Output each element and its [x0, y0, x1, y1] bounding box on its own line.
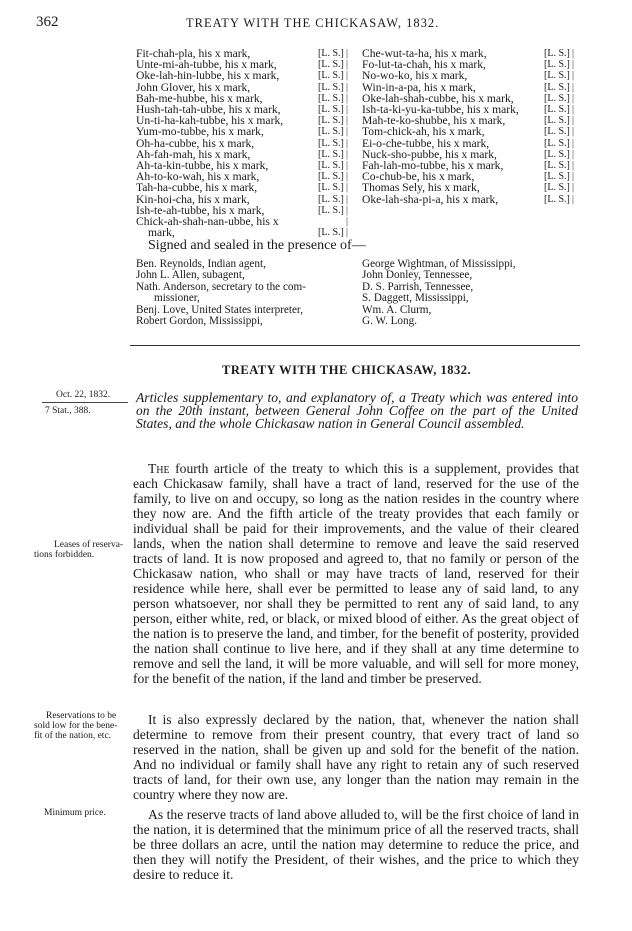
brace-mark: | [346, 70, 349, 82]
seal-mark: [L. S.] [318, 148, 344, 160]
seal-mark: [L. S.] [318, 115, 344, 127]
signatory-left: Unte-mi-ah-tubbe, his x mark, [136, 58, 277, 72]
signatory-left: Oke-lah-hin-lubbe, his x mark, [136, 69, 280, 83]
seal-mark: [L. S.] [318, 193, 344, 205]
brace-mark: | [346, 48, 349, 59]
signatory-right: Oke-lah-shah-cubbe, his x mark, [362, 91, 514, 105]
signatory-right: Fah-lah-mo-tubbe, his x mark, [362, 159, 504, 172]
margin-rule [42, 402, 128, 403]
margin-date: Oct. 22, 1832. [56, 390, 111, 400]
seal-mark: [L. S.] [318, 126, 344, 138]
brace-mark: | [572, 171, 575, 183]
brace-mark: | [346, 59, 349, 71]
signatory-right: Tom-chick-ah, his x mark, [362, 125, 485, 139]
signatory-left: Ah-fah-mah, his x mark, [136, 147, 251, 161]
brace-mark: | [346, 115, 349, 127]
signatory-left: Un-ti-ha-kah-tubbe, his x mark, [136, 114, 284, 128]
seal-mark: [L. S.] [544, 70, 570, 82]
seal-mark: [L. S.] [318, 92, 344, 104]
signatory-left: mark, [148, 226, 175, 240]
signatory-left: Yum-mo-tubbe, his x mark, [136, 125, 264, 139]
brace-mark: | [572, 59, 575, 71]
running-title: TREATY WITH THE CHICKASAW, 1832. [186, 16, 440, 30]
witness-right: G. W. Long. [362, 315, 418, 327]
paragraph-3: As the reserve tracts of land above alluded to, will be the first choice of land in the nation, it is determined that the minimum price of all the reserved tracts, shall be three dollars an acre, until the nation may determine to reduce the price, and then they will notify the President, of their wishes, and the price to which they desire to reduce it. [133, 807, 579, 882]
brace-mark: | [572, 126, 575, 138]
brace-mark: | [572, 160, 575, 171]
seal-mark: [L. S.] [544, 59, 570, 71]
witness-left: John L. Allen, subagent, [136, 269, 245, 282]
seal-mark: [L. S.] [318, 81, 344, 93]
signatory-right: Mah-te-ko-shubbe, his x mark, [362, 114, 506, 128]
margin-note-leases-1: Leases of reserva- [54, 540, 124, 550]
signatory-left: Oh-ha-cubbe, his x mark, [136, 136, 255, 150]
brace-mark: | [572, 148, 575, 160]
paragraph-2: It is also expressly declared by the nation, that, whenever the nation shall determine to remove from their present country, that every tract of land so reserved in the nation, shall be given up and sold for the benefit of the nation. And no individual or family shall have any right to retain any of such reserved tracts of land, for their own use, any longer than the nation may remain in the country where they now are. [133, 712, 579, 802]
witness-right: D. S. Parrish, Tennessee, [362, 280, 474, 293]
brace-mark: | [346, 171, 349, 183]
seal-mark: [L. S.] [318, 182, 344, 194]
treaty-intro: Articles supplementary to, and explanatory of, a Treaty which was entered into on the 20th instant, between General John Coffee on the part of the United States, and the whole Chickasaw nation in General Council assembled. [136, 390, 578, 431]
brace-mark: | [346, 182, 349, 194]
margin-note-reserv-2: sold low for the bene- [34, 721, 118, 731]
seal-mark: [L. S.] [318, 171, 344, 183]
signatory-left: Ah-to-ko-wah, his x mark, [136, 170, 260, 184]
seal-mark: [L. S.] [544, 137, 570, 149]
brace-mark: | [346, 204, 349, 216]
signatory-right: Nuck-sho-pubbe, his x mark, [362, 147, 497, 161]
brace-mark: | [572, 92, 575, 104]
brace-mark: | [346, 216, 349, 227]
seal-mark: [L. S.] [318, 104, 344, 115]
paragraph-1 [133, 461, 579, 686]
seal-mark: [L. S.] [544, 126, 570, 138]
signatory-left: Fit-chah-pla, his x mark, [136, 47, 251, 60]
brace-mark: | [572, 81, 575, 93]
margin-statute: 7 Stat., 388. [45, 406, 91, 416]
brace-mark: | [572, 70, 575, 82]
brace-mark: | [346, 126, 349, 138]
signatory-left: John Glover, his x mark, [136, 80, 251, 94]
seal-mark: [L. S.] [318, 137, 344, 149]
seal-mark: [L. S.] [544, 148, 570, 160]
witness-heading: Signed and sealed in the presence of— [148, 238, 366, 253]
brace-mark: | [572, 137, 575, 149]
signatory-left: Bah-me-hubbe, his x mark, [136, 91, 263, 105]
paragraph-1-text: fourth article of the treaty to which this is a supplement, provides that each Chickasaw family, shall have a tract of land, reserved for the use of the family, to live on and occupy, so long as the nation resides in the country where they now are. And the fifth article of the treaty provides that each family or individual shall be paid for their improvements, and the value of their cleared lands, when the nation shall determine to remove and leave the said reserved tracts of land. It is now proposed and agreed to, that no family or person of the Chickasaw nation, who shall or may have tracts of land, reserved for their residence while here, shall ever be permitted to lease any of said land, to any person whatsoever, nor shall they be permitted to rent any of said land, to any person, either white, red, or black, or mixed blood of either. As the great object of the nation is to preserve the land, and timber, for the benefit of posterity, provided the nation shall continue to live here, and if they shall at any time determine to remove and sell the land, it will be more valuable, and will sell for more money, for the benefit of the nation, if the land and timber be preserved. [133, 461, 579, 686]
witness-left: Robert Gordon, Mississippi, [136, 315, 263, 327]
brace-mark: | [572, 182, 575, 194]
brace-mark: | [346, 148, 349, 160]
brace-mark: | [346, 193, 349, 205]
signatory-left: Chick-ah-shah-nan-ubbe, his x [136, 215, 279, 228]
brace-mark: | [346, 92, 349, 104]
signatory-right: Fo-lut-ta-chah, his x mark, [362, 58, 486, 72]
brace-mark: | [572, 193, 575, 205]
seal-mark: [L. S.] [544, 182, 570, 194]
page-number: 362 [36, 14, 59, 30]
seal-mark: [L. S.] [318, 48, 344, 59]
witness-left: Nath. Anderson, secretary to the com- [136, 280, 306, 293]
brace-mark: | [572, 48, 575, 59]
signatory-right: Ish-ta-ki-yu-ka-tubbe, his x mark, [362, 103, 519, 116]
margin-note-leases-2: tions forbidden. [34, 550, 95, 560]
signatory-right: Win-in-a-pa, his x mark, [362, 80, 476, 94]
seal-mark: [L. S.] [544, 92, 570, 104]
signatory-right: Oke-lah-sha-pi-a, his x mark, [362, 192, 499, 206]
witness-right: Wm. A. Clurm, [362, 303, 432, 316]
seal-mark: [L. S.] [544, 160, 570, 171]
brace-mark: | [572, 115, 575, 127]
witness-left: Benj. Love, United States interpreter, [136, 303, 304, 316]
seal-mark: [L. S.] [318, 59, 344, 71]
signatory-left: Hush-tah-tah-ubbe, his x mark, [136, 103, 281, 116]
margin-note-reserv-1: Reservations to be [46, 711, 117, 721]
section-divider [130, 345, 580, 346]
seal-mark: [L. S.] [318, 204, 344, 216]
signatory-right: Ei-o-che-tubbe, his x mark, [362, 136, 490, 150]
margin-note-minimum: Minimum price. [44, 808, 106, 818]
signatory-left: Ish-te-ah-tubbe, his x mark, [136, 203, 265, 217]
witness-right: S. Daggett, Mississippi, [362, 292, 469, 305]
brace-mark: | [346, 81, 349, 93]
brace-mark: | [572, 104, 575, 115]
seal-mark: [L. S.] [544, 171, 570, 183]
seal-mark: [L. S.] [544, 48, 570, 59]
signatory-left: Kin-hoi-cha, his x mark, [136, 192, 250, 206]
signatory-left: Ah-ta-kin-tubbe, his x mark, [136, 159, 269, 172]
witness-left: Ben. Reynolds, Indian agent, [136, 258, 266, 270]
signatory-right: Co-chub-be, his x mark, [362, 170, 475, 184]
seal-mark: [L. S.] [544, 193, 570, 205]
signatory-right: No-wo-ko, his x mark, [362, 69, 468, 83]
brace-mark: | [346, 160, 349, 171]
seal-mark: [L. S.] [544, 115, 570, 127]
signatory-left: Tah-ha-cubbe, his x mark, [136, 181, 258, 195]
signatory-right: Che-wut-ta-ha, his x mark, [362, 47, 487, 60]
margin-note-reserv-3: fit of the nation, etc. [34, 731, 112, 741]
witness-left: missioner, [154, 292, 200, 305]
seal-mark: [L. S.] [544, 104, 570, 115]
witness-right: John Donley, Tennessee, [362, 269, 473, 282]
seal-mark: [L. S.] [318, 70, 344, 82]
seal-mark: [L. S.] [318, 227, 344, 239]
brace-mark: | [346, 137, 349, 149]
seal-mark: [L. S.] [318, 160, 344, 171]
brace-mark: | [346, 104, 349, 115]
witness-right: George Wightman, of Mississippi, [362, 258, 516, 270]
treaty-title: TREATY WITH THE CHICKASAW, 1832. [222, 363, 472, 377]
signatory-right: Thomas Sely, his x mark, [362, 181, 480, 195]
brace-mark: | [346, 227, 349, 239]
paragraph-1-lead: The [148, 461, 170, 476]
seal-mark: [L. S.] [544, 81, 570, 93]
